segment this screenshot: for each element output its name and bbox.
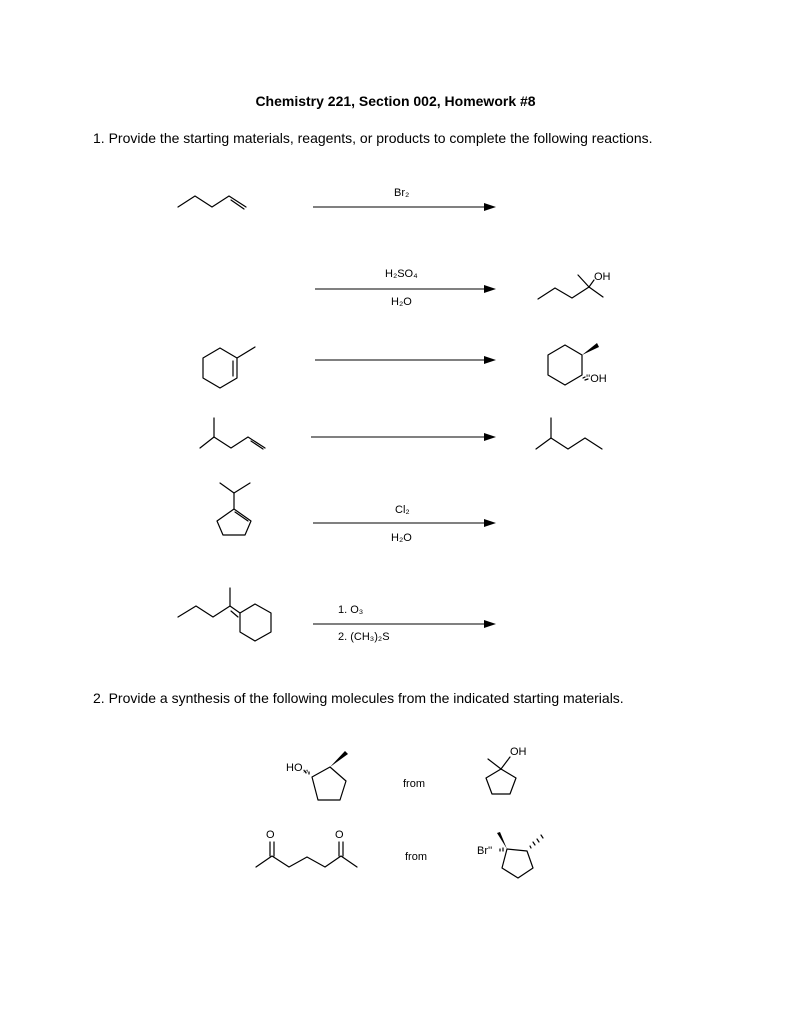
reaction-3-product-oh: ''OH — [586, 373, 607, 385]
synthesis-2-target-o1: O — [266, 829, 275, 841]
reaction-2-product-oh: OH — [594, 271, 611, 283]
reaction-2-reagent-below: H₂O — [391, 296, 412, 308]
reaction-5-reagent-below: H₂O — [391, 532, 412, 544]
synthesis-2-from: from — [405, 851, 427, 863]
reaction-5-reagent-above: Cl₂ — [395, 504, 410, 516]
question-1-prompt: 1. Provide the starting materials, reagents, or products to complete the following reactions. — [93, 130, 653, 146]
reaction-6-reagent-above: 1. O₃ — [338, 604, 364, 616]
reaction-6-reagent-below: 2. (CH₃)₂S — [338, 631, 390, 643]
reaction-1-reagent: Br₂ — [394, 187, 410, 199]
reaction-2-reagent-above: H₂SO₄ — [385, 268, 418, 280]
question-2-prompt: 2. Provide a synthesis of the following molecules from the indicated starting materials. — [93, 690, 624, 706]
synthesis-1-from: from — [403, 778, 425, 790]
page-title: Chemistry 221, Section 002, Homework #8 — [255, 93, 536, 109]
synthesis-1-start-oh: OH — [510, 746, 527, 758]
synthesis-1-target-ho: HO,, — [286, 762, 309, 774]
synthesis-2-target-o2: O — [335, 829, 344, 841]
synthesis-2-start-br: Br'' — [477, 845, 493, 857]
